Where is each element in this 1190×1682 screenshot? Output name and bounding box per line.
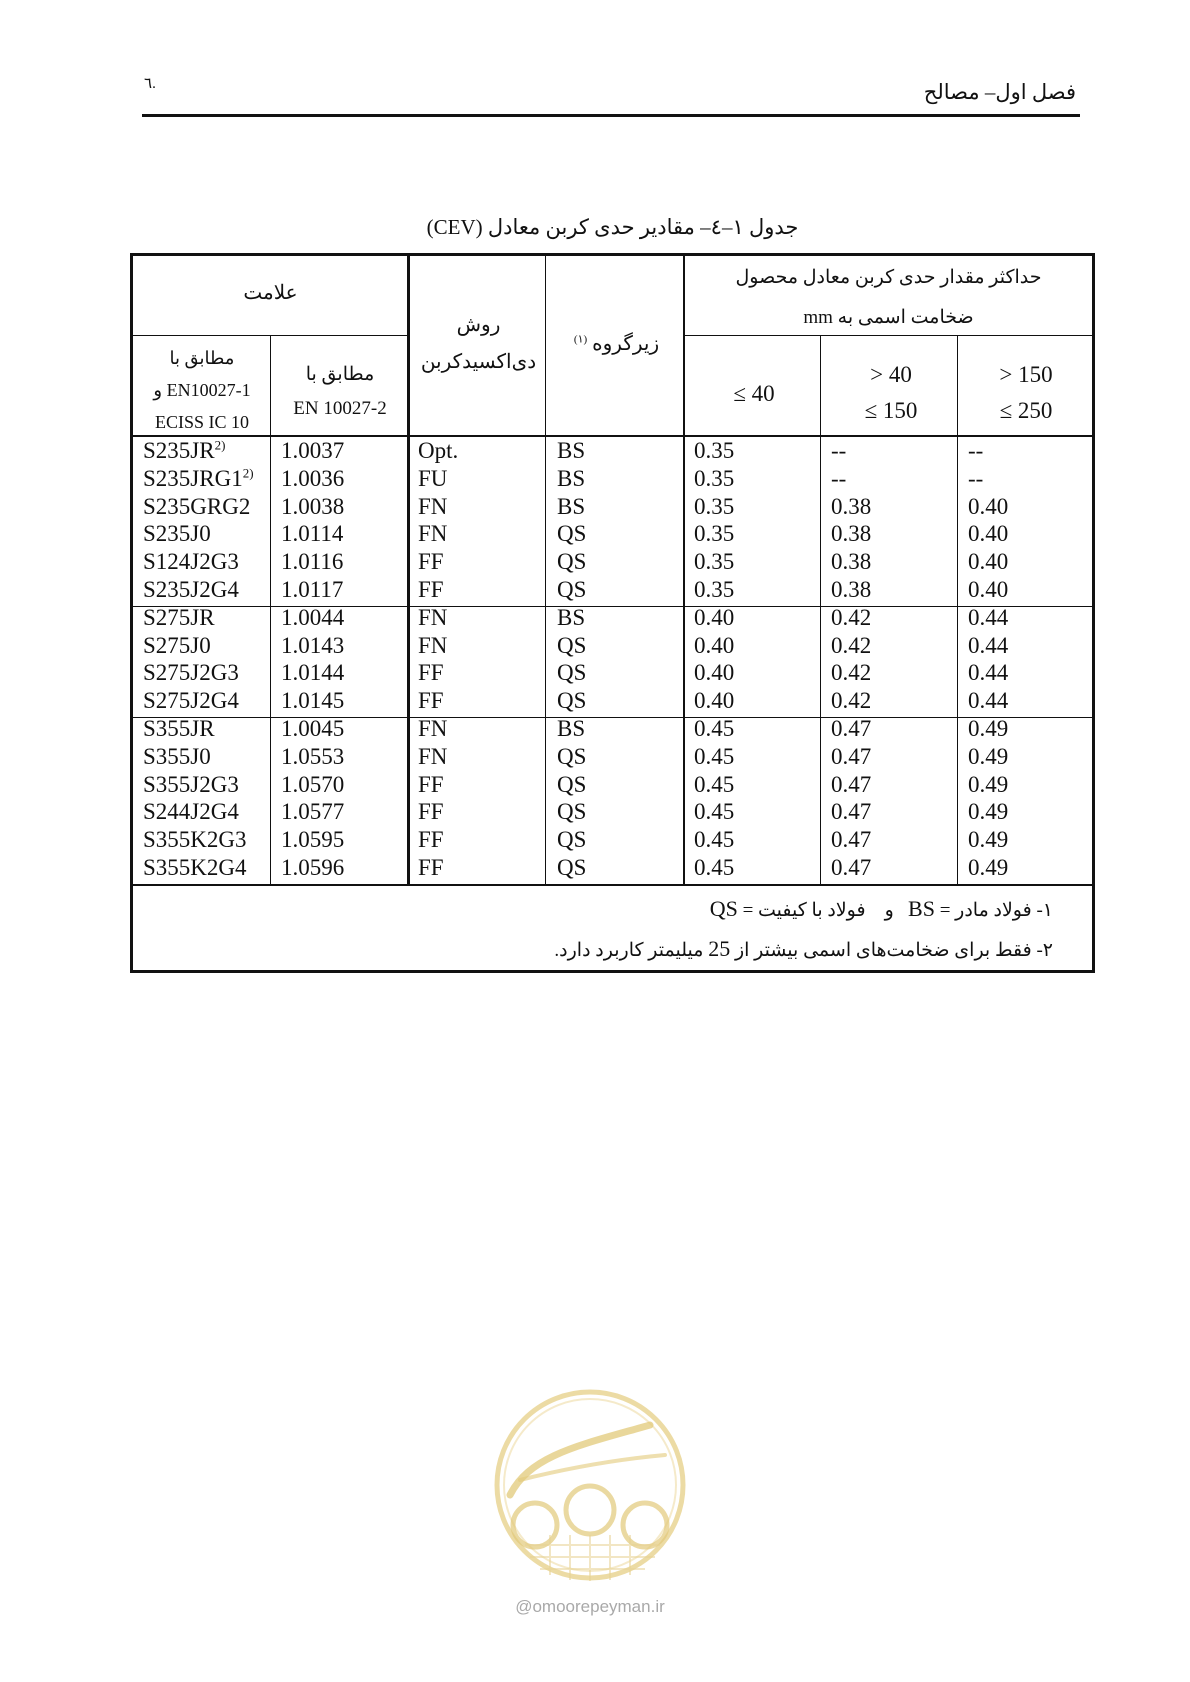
cell-t1-text: 0.45 [694,716,735,741]
cell-t3 [968,632,1008,660]
cell-sub [557,604,585,632]
cell-sub-text: BS [557,465,586,491]
cell-t3 [968,715,1008,743]
cell-t3 [968,771,1008,799]
cell-t3-text: 0.49 [968,827,1009,853]
cell-deox-text: FF [418,799,444,825]
cell-t2 [831,465,846,493]
cell-name-text: S235GRG2 [143,493,251,519]
cell-sub [557,659,586,687]
cell-number [281,632,344,660]
cell-number [281,493,344,521]
cell-t3-text: 0.40 [968,493,1009,519]
cell-t2-text: -- [831,465,847,491]
cell-deox-text: FN [418,604,448,630]
cell-t1 [694,576,734,604]
header-subgroup [548,331,685,356]
cell-name [143,798,239,826]
deox-line1: روش [456,314,501,336]
cell-t2 [831,548,871,576]
cell-deox-text: FF [418,771,444,797]
cell-t1-text: 0.40 [694,604,735,630]
cell-number [281,520,343,548]
cell-number-text: 1.0570 [281,771,345,797]
std2-line1: مطابق با [305,364,375,385]
cell-number [281,548,343,576]
cell-t2 [831,576,871,604]
footnote-1-mid: و فولاد با کیفیت = [737,900,909,921]
thickness-2-line1: > 40 [870,362,912,387]
footnote-2-number: 25 [708,936,731,961]
header-designation-std2 [271,358,409,426]
cell-deox [418,576,444,604]
cell-t3-text: -- [968,465,984,491]
cell-number-text: 1.0038 [281,493,345,519]
cell-number-text: 1.0036 [281,465,345,491]
cell-t3 [968,576,1008,604]
cell-t2-text: -- [831,438,847,463]
cell-name-text: S355K2G3 [143,827,247,853]
thickness-3-line2: ≤ 250 [999,398,1053,423]
cell-number-text: 1.0143 [281,632,345,658]
cell-name-text: S275J0 [143,632,211,658]
cell-t2 [831,604,871,632]
cell-t2 [831,520,871,548]
cell-name-text: S355JR [143,716,215,741]
cell-t1-text: 0.35 [694,577,735,602]
cell-sub-text: QS [557,855,587,880]
cell-number-text: 1.0144 [281,660,345,686]
cell-sub-text: QS [557,549,587,575]
footnote-1-prefix: ۱- فولاد مادر = [934,900,1053,921]
cell-t3-text: 0.44 [968,604,1009,630]
cell-name-text: S235J2G4 [143,577,239,602]
thickness-2-line2: ≤ 150 [864,398,918,423]
cell-t2-text: 0.38 [831,521,872,547]
cell-t3 [968,520,1008,548]
cell-number-text: 1.0596 [281,855,345,880]
cell-t1 [694,659,734,687]
cell-deox-text: FF [418,688,444,714]
cell-t2-text: 0.47 [831,743,872,769]
cell-sub-text: QS [557,577,587,602]
cell-t2 [831,437,846,465]
cell-name [143,493,250,521]
cell-t3-text: 0.44 [968,688,1009,714]
cell-t1 [694,548,734,576]
std1-line2: EN10027-1 و [153,380,251,400]
cell-number [281,798,344,826]
cell-name [143,576,239,604]
cell-t2 [831,798,871,826]
cell-t2 [831,743,871,771]
cell-t3 [968,604,1008,632]
cell-sub [557,632,586,660]
cell-name [143,659,239,687]
cell-name [143,771,239,799]
cell-deox-text: FF [418,827,444,853]
cell-number [281,715,344,743]
cell-deox [418,437,458,465]
cell-t1-text: 0.45 [694,827,735,853]
page-header [142,72,1080,117]
cell-t2 [831,715,871,743]
cell-t2 [831,632,871,660]
cell-name [143,604,215,632]
cell-t3 [968,548,1008,576]
cell-t2-text: 0.42 [831,660,872,686]
cell-sub-text: QS [557,632,587,658]
cell-sub-text: QS [557,660,587,686]
cell-number [281,437,344,465]
cell-sub-text: BS [557,604,586,630]
cell-number [281,687,344,715]
cell-name-text: S355J2G3 [143,771,239,797]
cell-t1 [694,771,734,799]
cell-t1 [694,826,734,854]
footnote-2-suffix: میلیمتر کاربرد دارد. [554,940,709,961]
cell-name-text: S244J2G4 [143,799,239,825]
cell-t1 [694,798,734,826]
cell-number-text: 1.0117 [281,577,344,602]
cell-name [143,465,254,493]
cell-sub-text: QS [557,771,587,797]
cell-t3-text: 0.49 [968,771,1009,797]
cell-t3 [968,798,1008,826]
cell-t3 [968,743,1008,771]
footnote-ref: 2) [242,465,254,481]
cell-sub [557,576,586,604]
cell-deox-text: FN [418,743,448,769]
cell-t3 [968,854,1008,882]
cell-name-text: S275J2G3 [143,660,239,686]
cell-sub-text: BS [557,438,586,463]
cell-t1-text: 0.45 [694,799,735,825]
cell-sub-text: BS [557,716,586,741]
cell-name-text: S235JRG1 [143,465,243,491]
cell-t1 [694,493,734,521]
cell-name [143,632,211,660]
cell-t2-text: 0.47 [831,799,872,825]
table-caption: جدول ۱–٤– مقادیر حدی کربن معادل (CEV) [426,215,799,239]
cell-t1-text: 0.35 [694,521,735,547]
chapter-title: فصل اول– مصالح [923,80,1076,104]
cell-sub [557,687,586,715]
cell-t3-text: 0.40 [968,549,1009,575]
cell-t3-text: 0.49 [968,743,1009,769]
body-bottom-rule [130,884,1093,886]
cell-sub [557,826,586,854]
cell-t3 [968,465,983,493]
cell-deox-text: FN [418,493,448,519]
cell-number-text: 1.0595 [281,827,345,853]
group-separator [130,606,1093,607]
cell-t3 [968,826,1008,854]
footnote-1 [710,896,1053,922]
cell-deox [418,493,447,521]
col-divider-t1 [820,335,821,884]
cell-t3-text: 0.44 [968,632,1009,658]
cell-t1 [694,520,734,548]
cell-deox-text: FF [418,577,444,602]
header-thickness-1: ≤ 40 [733,381,775,406]
cell-sub [557,465,585,493]
cell-t3 [968,437,983,465]
cell-t1-text: 0.35 [694,549,735,575]
cell-t2 [831,687,871,715]
cell-deox [418,826,444,854]
cell-number [281,576,343,604]
cell-t2-text: 0.47 [831,716,872,741]
header-subline-left [130,335,408,336]
cell-number-text: 1.0037 [281,438,345,463]
cell-name [143,687,239,715]
cell-t1 [694,687,734,715]
cell-t3 [968,687,1008,715]
header-bottom-rule [130,435,1093,437]
cell-number-text: 1.0044 [281,604,345,630]
cell-deox-text: FN [418,521,448,547]
cell-t2 [831,659,871,687]
header-cev-max [686,258,1091,338]
cell-number [281,743,344,771]
cell-deox [418,771,444,799]
cell-number-text: 1.0045 [281,716,345,741]
cell-sub [557,771,586,799]
footnote-1-qs: QS [709,896,738,921]
cell-name-text: S355K2G4 [143,855,247,880]
cell-sub [557,493,585,521]
cell-name [143,437,225,465]
std2-line2: EN 10027-2 [293,398,387,419]
cell-t3 [968,493,1008,521]
header-thickness-2 [823,357,959,429]
cell-t2 [831,826,871,854]
cell-name-text: S355J0 [143,743,211,769]
cell-number [281,465,344,493]
cell-t1 [694,604,734,632]
header-designation-std1 [133,342,271,438]
cell-t3 [968,659,1008,687]
cell-deox [418,604,447,632]
cell-sub-text: QS [557,799,587,825]
cell-name-text: S235JR [143,438,215,463]
cell-t2 [831,493,871,521]
cell-deox-text: FN [418,632,448,658]
cell-sub-text: QS [557,688,587,714]
cell-deox [418,632,447,660]
cell-sub [557,437,585,465]
cell-deox-text: FF [418,660,444,686]
cell-name [143,715,215,743]
cell-number [281,659,344,687]
cell-deox [418,715,447,743]
cell-name-text: S275J2G4 [143,688,239,714]
header-designation: علامت [243,282,298,304]
cell-t3-text: 0.40 [968,521,1009,547]
std1-line3: ECISS IC 10 [154,412,250,432]
cell-name-text: S124J2G3 [143,549,239,575]
cell-deox [418,659,444,687]
cell-sub [557,520,586,548]
cell-sub [557,548,586,576]
cell-number-text: 1.0553 [281,743,345,769]
cell-t1-text: 0.35 [694,465,735,491]
footnote-2-prefix: ۲- فقط برای ضخامت‌های اسمی بیشتر از [730,940,1053,961]
cell-deox-text: FN [418,716,448,741]
cell-t1-text: 0.35 [694,438,735,463]
cell-deox-text: FU [418,465,448,491]
cell-deox [418,520,447,548]
cell-sub-text: QS [557,743,587,769]
cell-name [143,854,247,882]
cell-name [143,743,211,771]
cell-sub [557,854,586,882]
cell-number-text: 1.0114 [281,521,344,547]
watermark-logo [490,1385,690,1590]
cell-t3-text: -- [968,438,984,463]
cell-sub-text: QS [557,521,587,547]
cell-t3-text: 0.49 [968,799,1009,825]
cell-t2-text: 0.42 [831,632,872,658]
cell-number [281,771,344,799]
header-thickness-3 [960,357,1092,429]
cell-deox-text: FF [418,855,444,880]
cell-name [143,520,211,548]
subgroup-label: زیرگروه [592,333,660,355]
cell-number [281,604,344,632]
header-deoxidation [410,307,547,381]
cell-t2-text: 0.38 [831,493,872,519]
cell-sub [557,743,586,771]
watermark-url: @omoorepeyman.ir [515,1597,665,1616]
cell-t1 [694,465,734,493]
cell-t2-text: 0.38 [831,549,872,575]
cell-t2-text: 0.42 [831,604,872,630]
footnote-ref: 2) [214,437,226,453]
cell-number [281,826,344,854]
cell-t1-text: 0.40 [694,660,735,686]
subgroup-footnote-mark: (۱) [573,333,588,346]
cell-sub [557,798,586,826]
cell-t2-text: 0.47 [831,827,872,853]
cell-t1 [694,715,734,743]
cev-max-line2: ضخامت اسمی به mm [803,307,974,328]
cell-deox [418,743,447,771]
cell-t3-text: 0.49 [968,716,1009,741]
cell-t1-text: 0.40 [694,688,735,714]
cell-t1-text: 0.40 [694,632,735,658]
cell-t1 [694,743,734,771]
cell-deox [418,465,447,493]
cell-name [143,826,247,854]
cell-t3-text: 0.44 [968,660,1009,686]
cell-t1-text: 0.35 [694,493,735,519]
cell-t2-text: 0.42 [831,688,872,714]
page-number: ٦. [144,76,156,92]
cell-deox-text: Opt. [418,438,459,463]
cell-sub [557,715,585,743]
cell-deox [418,687,444,715]
cell-t2 [831,771,871,799]
cell-t2-text: 0.38 [831,577,872,602]
cell-t3-text: 0.49 [968,855,1009,880]
footnote-1-bs: BS [908,896,935,921]
cell-t1 [694,437,734,465]
group-separator [130,717,1093,718]
cell-sub-text: BS [557,493,586,519]
cell-t2-text: 0.47 [831,771,872,797]
cell-number-text: 1.0577 [281,799,345,825]
cell-deox [418,854,444,882]
cell-number-text: 1.0116 [281,549,344,575]
cell-name [143,548,239,576]
cell-t2-text: 0.47 [831,855,872,880]
cell-t1-text: 0.45 [694,743,735,769]
cell-sub-text: QS [557,827,587,853]
footnote-2 [554,936,1053,962]
cell-deox-text: FF [418,549,444,575]
cell-t1-text: 0.45 [694,771,735,797]
std1-line1: مطابق با [169,348,235,368]
thickness-3-line1: > 150 [999,362,1053,387]
cell-t3-text: 0.40 [968,577,1009,602]
cev-max-line1: حداکثر مقدار حدی کربن معادل محصول [735,267,1042,288]
cell-deox [418,548,444,576]
cell-number-text: 1.0145 [281,688,345,714]
cell-t1 [694,632,734,660]
cell-t1 [694,854,734,882]
cell-deox [418,798,444,826]
cell-t1-text: 0.45 [694,855,735,880]
deox-line2: دی‌اکسیدکربن [420,351,537,373]
cell-number [281,854,344,882]
cell-name-text: S235J0 [143,521,211,547]
cell-name-text: S275JR [143,604,215,630]
cell-t2 [831,854,871,882]
